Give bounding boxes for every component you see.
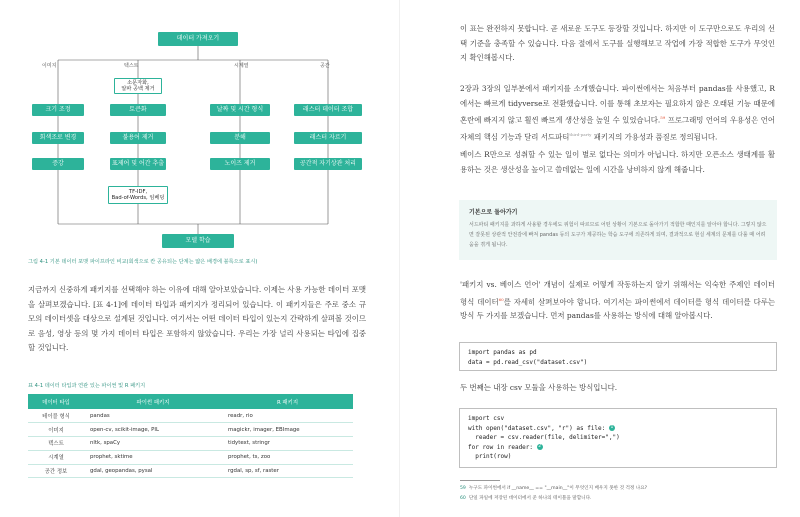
code-line: import csv [468,415,505,422]
code-text: with open("dataset.csv", "r") as file: [468,424,609,432]
text-preprocess-node: 소문자화, 알파 공백 제거 [114,78,162,94]
diagram-top-node: 데이터 가져오기 [158,32,238,46]
table-cell: 시계열 [28,450,84,464]
code-block-csv [459,408,777,468]
table-header-cell: R 패키지 [222,394,353,409]
right-paragraph-1: 이 표는 완전하지 못합니다. 곧 새로운 도구도 등장할 것입니다. 하지만 이 도구만으로도 우리의 선택 기준을 충족할 수 있습니다. 다음 절에서 도구를 실행해보고 작업에 가장 적합한 도구가 무엇인지 확인해봅시다. [460,24,775,62]
image-step-1: 크기 조정 [32,104,84,116]
spatial-step-1: 래스터 데이터 조합 [294,104,362,116]
paragraph-text: 패키지의 가용성과 품질로 정의됩니다. [591,132,718,142]
table-cell: prophet, ts, zoo [222,450,353,464]
table-cell: rgdal, sp, sf, raster [222,464,353,478]
right-paragraph-5: 두 번째는 내장 csv 모듈을 사용하는 방식입니다. [460,383,618,392]
tip-title: 기본으로 돌아가기 [469,209,518,216]
table-cell: magickr, imager, EBImage [222,423,353,437]
code-line: reader = csv.reader(file, delimiter=",") [468,434,620,441]
left-body-paragraph: 지금까지 신중하게 패키지를 선택해야 하는 이유에 대해 알아보았습니다. 이제는 사용 가능한 데이터 포맷을 살펴보겠습니다. [표 4-1]에 데이터 타입과 패키지가 정리되어 있습니다. 이 패키지들은 주로 중소 규모의 데이터셋을 대상으로 설계된 것입니다. 여기서는 어떤 데이터 타입이 있는지 간략하게 살펴볼 것이므로 음성, 영상 등의 몇 가지 데이터 타입은 포함하지 않았습니다. 우리는 가장 널리 사용되는 타입에 집중할 것입니다. [28,285,366,352]
column-label-image: 이미지 [42,63,57,69]
right-paragraph-3: 베이스 R만으로 성취할 수 있는 일이 별로 없다는 의미가 아닙니다. 하지만 오픈소스 생태계를 활용하는 것은 생산성을 높이고 쓸데없는 일에 시간을 낭비하지 않게 해줍니다. [460,150,775,174]
code-block-pandas [459,342,777,371]
footnote-60 [460,495,591,501]
package-table [28,394,353,478]
table-cell: 공간 정보 [28,464,84,478]
table-cell: open-cv, scikit-image, PIL [84,423,222,437]
timeseries-step-2: 분해 [210,132,270,144]
spatial-step-2: 래스터 자르기 [294,132,362,144]
table-cell: nltk, spaCy [84,437,222,451]
table-row [28,437,353,451]
table-row [28,464,353,478]
code-line: import pandas as pd [468,349,537,356]
term-gloss: third-party [569,131,592,137]
paragraph-text: 프로그래밍 언어의 우용성은 언어 자체의 핵심 기능과 달리 서드파티 [460,115,775,142]
code-line: data = pd.read_csv("dataset.csv") [468,358,588,366]
footnote-ref[interactable]: 60 [498,296,504,302]
footnote-number: 59 [460,486,466,491]
table-cell: tidytext, stringr [222,437,353,451]
tip-body: 서드파티 패키지를 과하게 사용할 경우에도 위험이 따르므로 어떤 상황이 기본으로 돌아가기 적합한 때인지를 알아야 합니다. 그렇지 않으면 잘못된 상관적 안전감에 빠져 pandas 등의 도구가 제공하는 학습 도구에 의존하게 되며, 결과적으로 현실 세계의 문제를 다룰 때 어려움을 겪게 됩니다. [469,222,767,248]
table-cell: 테이블 형식 [28,409,84,423]
footnote-text: 누구도 파이썬에서 if __name__ == "__main__"이 무엇인지 배우지 못한 것 걱정 나요? [468,486,648,491]
text-step-1: 토큰화 [110,104,166,116]
table-cell: 텍스트 [28,437,84,451]
right-paragraph-4 [460,278,775,324]
table-caption: 표 4-1 데이터 타입과 연관 있는 파이썬 및 R 패키지 [28,383,146,389]
table-cell: readr, rio [222,409,353,423]
text-step-3: 표제어 및 어간 추출 [110,158,166,170]
text-step-2: 불용어 제거 [110,132,166,144]
column-label-spatial: 공간 [320,63,330,69]
table-row [28,409,353,423]
table-cell: pandas [84,409,222,423]
footnote-text: 단일 파일에 저장된 데이터에서 준 하나의 테이블을 말합니다. [468,496,592,501]
spatial-step-3: 공간적 자기상관 처리 [294,158,362,170]
footnote-59 [460,485,647,491]
code-line [468,424,768,434]
code-marker: 1 [610,425,614,430]
code-text: for row in reader: [468,443,537,451]
table-row [28,450,353,464]
tip-box [459,200,777,260]
paragraph-text: 2장과 3장의 일부분에서 패키지를 소개했습니다. 파이썬에서는 처음부터 pandas를 사용했고, R에서는 빠르게 tidyverse로 전환했습니다. 이를 통해 초보자는 필요하지 않은 오래된 기능 때문에 혼란에 빠지지 않고 훨씬 빠르게 생산성을 높일 수 있었습니다. [460,84,775,125]
image-step-3: 증강 [32,158,84,170]
table-cell: 이미지 [28,423,84,437]
table-cell: gdal, geopandas, pysal [84,464,222,478]
table-header-cell: 파이썬 패키지 [84,394,222,409]
code-marker: 2 [538,444,542,449]
footnote-ref[interactable]: 59 [660,115,666,120]
paragraph-text: '패키지 vs. 베이스 언어' 개념이 실제로 어떻게 작동하는지 알기 위해서는 익숙한 주제인 데이터 형식 데이터 [460,280,775,306]
paragraph-text: 를 자세히 살펴보아야 합니다. 여기서는 파이썬에서 데이터를 형식 데이터를 다루는 방식 두 가지를 보겠습니다. 먼저 pandas를 사용하는 방식에 대해 알아봅시다. [460,296,775,321]
column-label-timeseries: 시계열 [234,63,249,69]
column-label-text: 텍스트 [124,63,139,69]
footnote-number: 60 [460,496,466,501]
table-cell: prophet, sktime [84,450,222,464]
pipeline-diagram [28,28,368,256]
table-header-cell: 데이터 타입 [28,394,84,409]
code-line [468,443,768,453]
figure-caption: 그림 4-1 기본 데이터 포맷 파이프라인 비교(회색으로 칸 공유되는 단계는 얇은 배경에 블록으로 표시) [28,259,258,265]
footnote-divider [460,480,500,481]
image-step-2: 회색조로 변경 [32,132,84,144]
table-row [28,423,353,437]
table-header-row [28,394,353,409]
text-step-4: TF-IDF, Bad-of-Words, 임베딩 [108,186,168,204]
diagram-bottom-node: 모델 학습 [162,234,234,248]
right-paragraph-2 [460,82,775,145]
timeseries-step-3: 노이즈 제거 [210,158,270,170]
code-line: print(row) [468,453,512,460]
timeseries-step-1: 날짜 및 시간 형식 [210,104,270,116]
